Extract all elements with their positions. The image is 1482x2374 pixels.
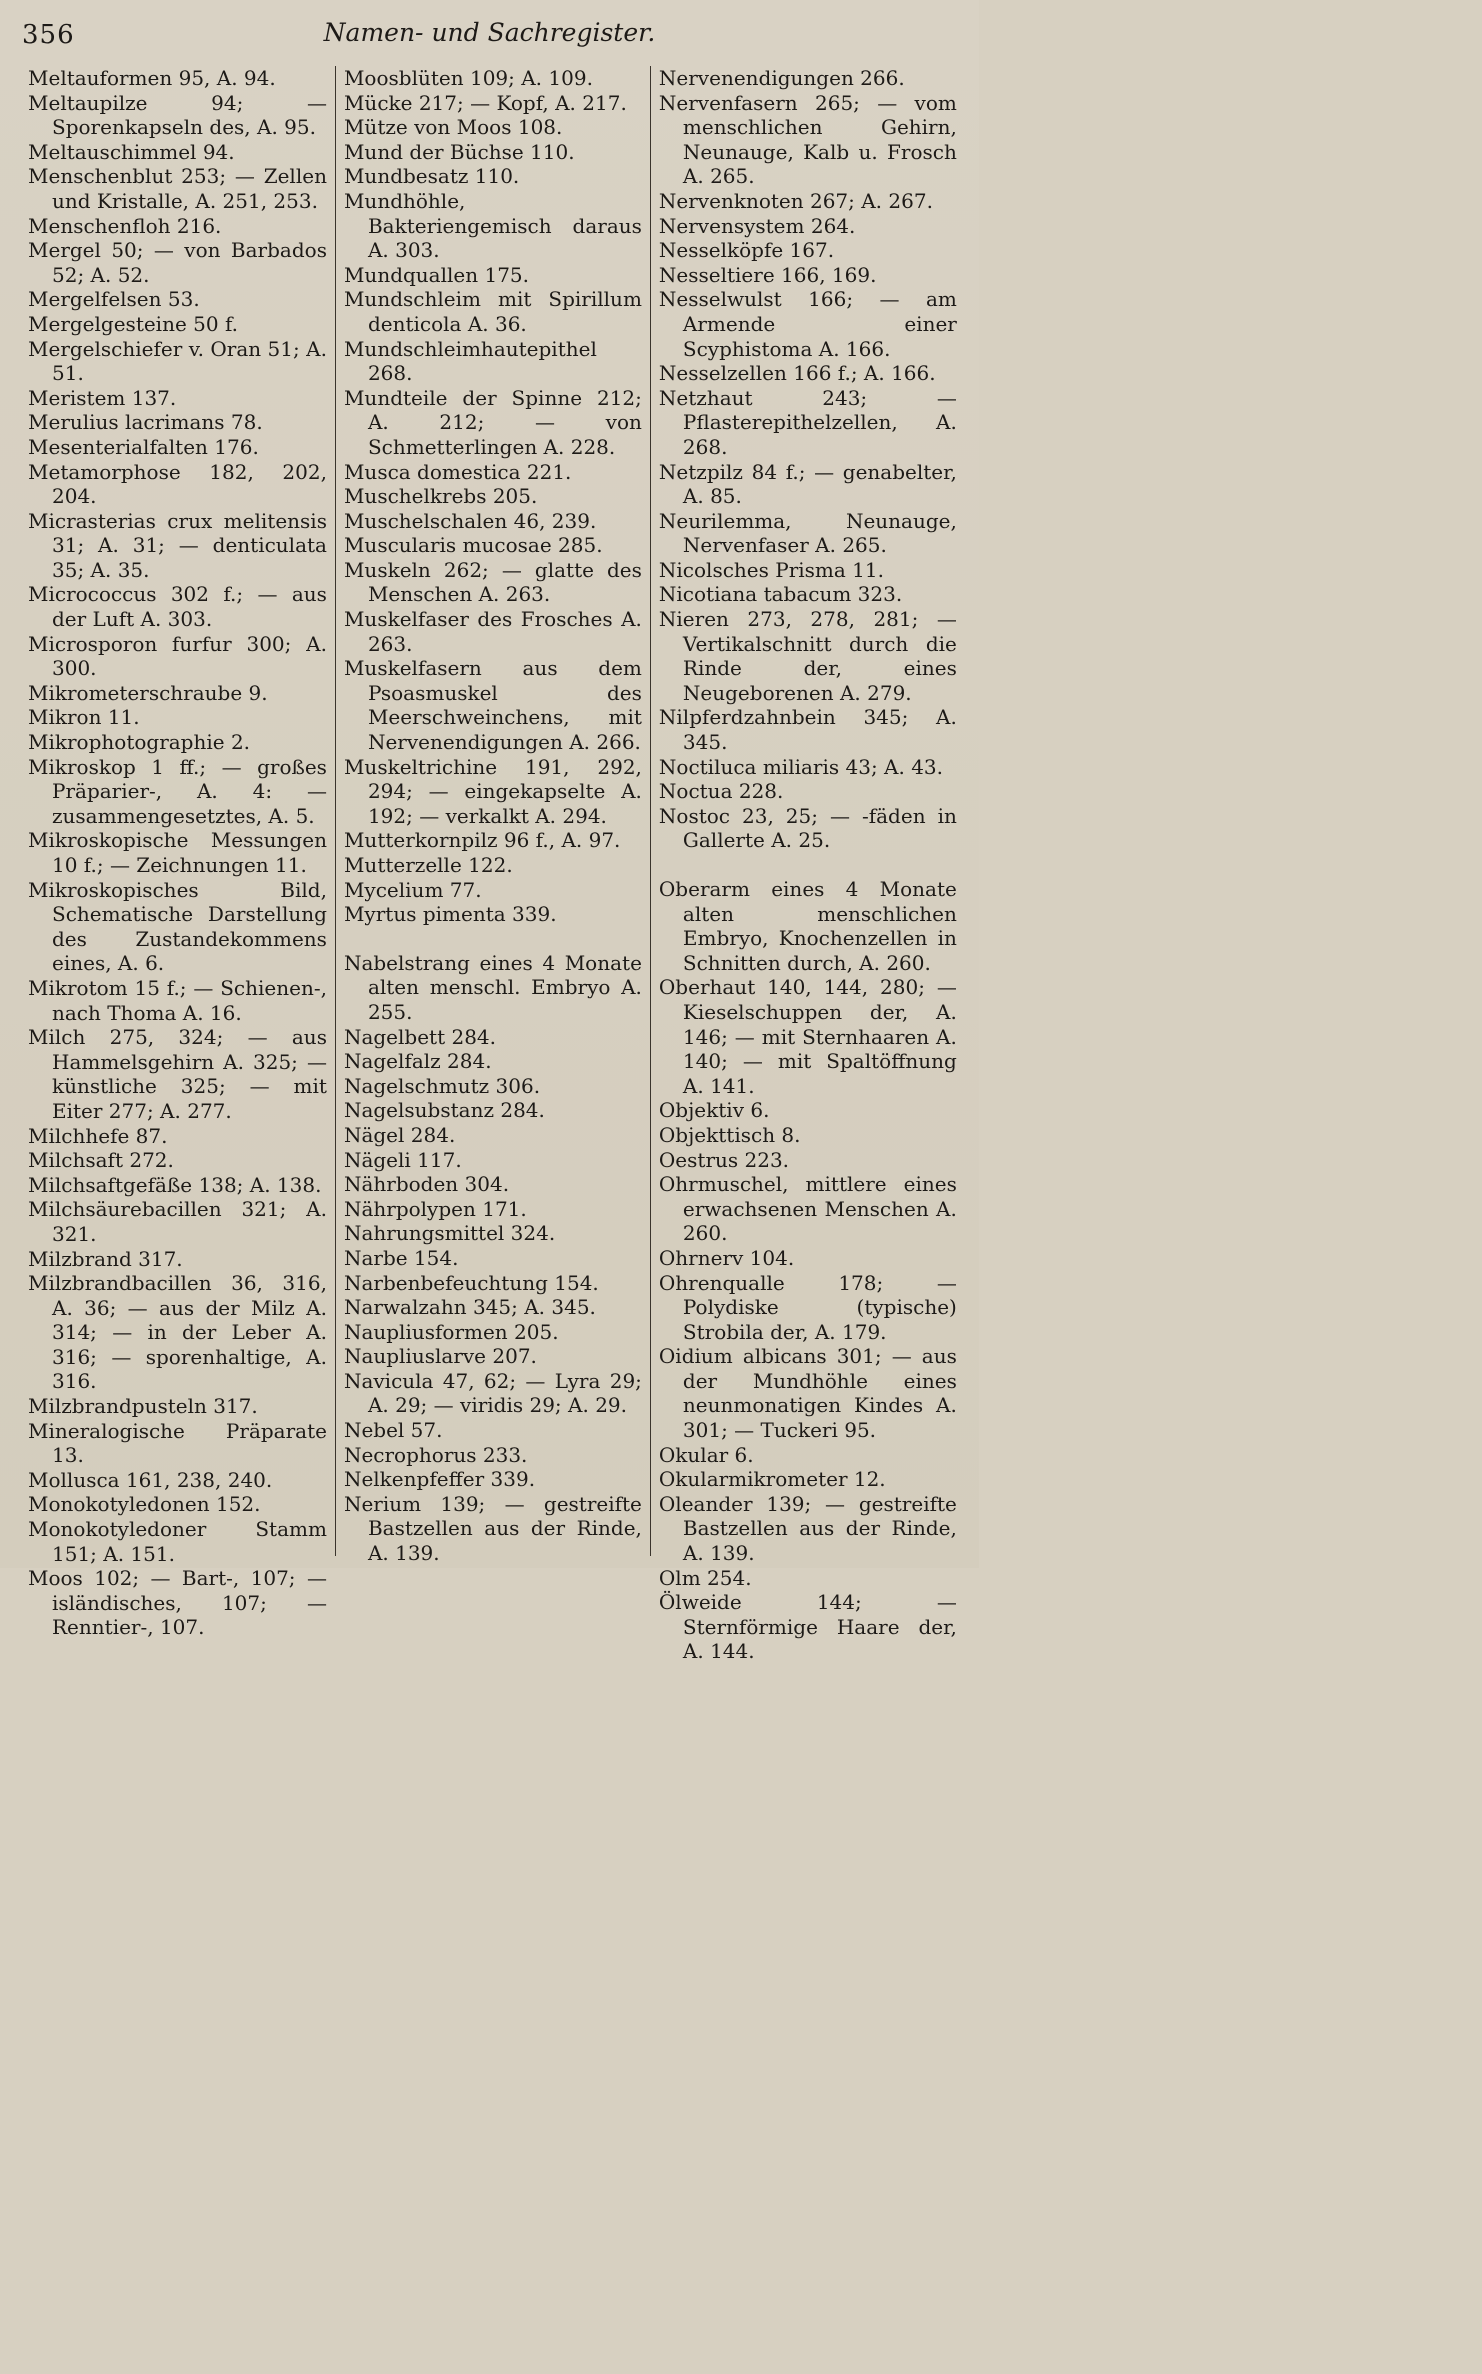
index-entry: Nicolsches Prisma 11. <box>658 557 884 582</box>
index-entry: Meltauschimmel 94. <box>28 139 235 164</box>
index-entry: Narbe 154. <box>343 1245 459 1270</box>
index-entry: Mikroskopisches Bild, Schematische Darstellung des Zustandekommens eines, A. 6. <box>28 877 327 976</box>
index-entry: Mergelfelsen 53. <box>28 287 200 312</box>
index-entry: Ohrmuschel, mittlere eines erwachsenen Menschen A. 260. <box>658 1172 957 1246</box>
index-entry: Nesselköpfe 167. <box>658 238 835 263</box>
index-entry: Olm 254. <box>658 1565 752 1590</box>
index-entry: Mikron 11. <box>28 705 140 730</box>
index-entry: Mütze von Moos 108. <box>343 115 563 140</box>
index-entry: Mikroskopische Messungen 10 f.; — Zeichnungen 11. <box>28 828 327 877</box>
index-entry: Mutterkornpilz 96 f., A. 97. <box>343 828 621 853</box>
index-entry: Mundschleim mit Spirillum denticola A. 36. <box>343 287 642 336</box>
index-entry: Naupliusformen 205. <box>343 1319 559 1344</box>
index-entry: Nesselwulst 166; — am Armende einer Scyphistoma A. 166. <box>658 287 957 361</box>
index-entry: Nägel 284. <box>343 1122 456 1147</box>
index-entry: Narwalzahn 345; A. 345. <box>343 1295 596 1320</box>
index-entry: Milchsaftgefäße 138; A. 138. <box>28 1172 322 1197</box>
index-column-right <box>650 66 965 1664</box>
index-entry: Moos 102; — Bart-, 107; — isländisches, 107; — Renntier-, 107. <box>28 1566 327 1640</box>
index-entry: Mergelschiefer v. Oran 51; A. 51. <box>28 336 327 386</box>
index-entry: Muscularis mucosae 285. <box>343 533 603 558</box>
index-entry: Nagelsubstanz 284. <box>343 1098 545 1123</box>
index-entry: Netzhaut 243; — Pflasterepithelzellen, A. 268. <box>658 385 957 459</box>
index-entry: Oleander 139; — gestreifte Bastzellen aus der Rinde, A. 139. <box>658 1491 957 1566</box>
index-entry: Moosblüten 109; A. 109. <box>343 66 593 90</box>
index-entry: Narbenbefeuchtung 154. <box>343 1270 599 1295</box>
index-entry: Oidium albicans 301; — aus der Mundhöhle eines neunmonatigen Kindes A. 301; — Tuckeri 95. <box>658 1344 957 1443</box>
index-entry: Navicula 47, 62; — Lyra 29; A. 29; — viridis 29; A. 29. <box>343 1368 642 1418</box>
index-entry: Ohrnerv 104. <box>658 1245 795 1270</box>
index-entry: Muschelschalen 46, 239. <box>343 508 597 533</box>
index-entry: Objekttisch 8. <box>658 1122 801 1147</box>
index-entry: Merulius lacrimans 78. <box>28 410 263 435</box>
index-entry: Nervenfasern 265; — vom menschlichen Gehirn, Neunauge, Kalb u. Frosch A. 265. <box>658 90 957 189</box>
index-entry: Nabelstrang eines 4 Monate alten menschl. Embryo A. 255. <box>343 950 642 1024</box>
index-entry: Menschenblut 253; — Zellen und Kristalle, A. 251, 253. <box>28 164 327 213</box>
index-entry: Ölweide 144; — Sternförmige Haare der, A. 144. <box>658 1590 957 1664</box>
index-entry: Nesselzellen 166 f.; A. 166. <box>658 361 936 386</box>
index-entry: Muskeln 262; — glatte des Menschen A. 263. <box>343 557 642 607</box>
index-entry: Muschelkrebs 205. <box>343 484 538 509</box>
index-entry: Oestrus 223. <box>658 1147 790 1172</box>
index-entry: Mergel 50; — von Barbados 52; A. 52. <box>28 238 327 287</box>
index-entry: Noctua 228. <box>658 779 784 804</box>
index-entry: Mesenterialfalten 176. <box>28 434 259 459</box>
index-entry: Mycelium 77. <box>343 877 482 902</box>
index-entry: Nostoc 23, 25; — -fäden in Gallerte A. 25. <box>658 803 957 853</box>
index-entry: Monokotyledonen 152. <box>28 1492 261 1517</box>
index-entry: Nebel 57. <box>343 1418 443 1443</box>
index-entry: Nährboden 304. <box>343 1172 510 1197</box>
index-entry: Naupliuslarve 207. <box>343 1344 537 1369</box>
index-entry: Nilpferdzahnbein 345; A. 345. <box>658 705 957 755</box>
index-entry: Nahrungsmittel 324. <box>343 1221 556 1246</box>
index-entry: Mundbesatz 110. <box>343 164 520 189</box>
index-entry: Mikrometerschraube 9. <box>28 680 268 705</box>
index-entry: Nelkenpfeffer 339. <box>343 1467 536 1492</box>
index-entry: Milch 275, 324; — aus Hammelsgehirn A. 325; — künstliche 325; — mit Eiter 277; A. 277. <box>28 1025 327 1123</box>
index-entry: Mergelgesteine 50 f. <box>28 311 239 336</box>
index-entry: Mikrophotographie 2. <box>28 730 251 755</box>
index-entry: Microsporon furfur 300; A. 300. <box>28 631 327 681</box>
index-entry: Mikrotom 15 f.; — Schienen-, nach Thoma A. 16. <box>28 975 327 1025</box>
index-entry: Mücke 217; — Kopf, A. 217. <box>343 90 627 115</box>
index-entry: Nieren 273, 278, 281; — Vertikalschnitt durch die Rinde der, eines Neugeborenen A. 279. <box>658 607 957 705</box>
index-entry: Milzbrandbacillen 36, 316, A. 36; — aus der Milz A. 314; — in der Leber A. 316; — sporenhaltige, A. 316. <box>28 1271 327 1394</box>
index-entry: Milzbrand 317. <box>28 1246 183 1271</box>
section-gap <box>344 927 642 951</box>
index-entry: Muskelfaser des Frosches A. 263. <box>343 607 642 656</box>
index-entry: Nagelfalz 284. <box>343 1049 492 1074</box>
index-entry: Nagelbett 284. <box>343 1024 497 1049</box>
index-entry: Objektiv 6. <box>658 1098 770 1123</box>
section-gap <box>659 853 957 877</box>
index-entry: Mundschleimhautepithel 268. <box>343 336 597 386</box>
index-entry: Nervensystem 264. <box>658 213 856 238</box>
index-entry: Micrococcus 302 f.; — aus der Luft A. 303. <box>28 582 327 632</box>
index-entry: Mundteile der Spinne 212; A. 212; — von Schmetterlingen A. 228. <box>343 385 642 459</box>
index-entry: Mollusca 161, 238, 240. <box>28 1467 273 1492</box>
index-entry: Nervenknoten 267; A. 267. <box>658 188 933 213</box>
index-entry: Mikroskop 1 ff.; — großes Präparier-, A. 4: — zusammengesetztes, A. 5. <box>28 754 327 828</box>
index-entry: Muskeltrichine 191, 292, 294; — eingekapselte A. 192; — verkalkt A. 294. <box>343 754 642 828</box>
index-entry: Meltaupilze 94; — Sporenkapseln des, A. 95. <box>28 90 327 140</box>
index-entry: Noctiluca miliaris 43; A. 43. <box>658 754 944 779</box>
index-entry: Mund der Büchse 110. <box>343 139 575 164</box>
index-entry: Nervenendigungen 266. <box>658 66 905 90</box>
page-header <box>22 14 957 54</box>
index-entry: Mundquallen 175. <box>343 262 530 287</box>
page-number: 356 <box>22 20 75 50</box>
index-entry: Meltauformen 95, A. 94. <box>28 66 276 90</box>
index-entry: Milchsäurebacillen 321; A. 321. <box>28 1197 327 1246</box>
index-entry: Nerium 139; — gestreifte Bastzellen aus der Rinde, A. 139. <box>343 1491 642 1566</box>
index-column-middle <box>335 66 650 1566</box>
index-entry: Monokotyledoner Stamm 151; A. 151. <box>28 1517 327 1566</box>
book-page <box>0 0 979 1664</box>
index-entry: Muskelfasern aus dem Psoasmuskel des Meerschweinchens, mit Nervenendigungen A. 266. <box>343 656 642 755</box>
index-entry: Micrasterias crux melitensis 31; A. 31; — denticulata 35; A. 35. <box>28 508 327 582</box>
index-entry: Okularmikrometer 12. <box>658 1467 886 1492</box>
index-entry: Mineralogische Präparate 13. <box>28 1418 327 1468</box>
index-entry: Myrtus pimenta 339. <box>343 902 557 927</box>
index-entry: Oberhaut 140, 144, 280; — Kieselschuppen der, A. 146; — mit Sternhaaren A. 140; — mit Spaltöffnung A. 141. <box>658 975 957 1098</box>
index-entry: Nicotiana tabacum 323. <box>658 582 903 607</box>
index-entry: Milchhefe 87. <box>28 1123 168 1148</box>
index-entry: Nährpolypen 171. <box>343 1196 527 1221</box>
index-column-left <box>20 66 335 1640</box>
index-entry: Mutterzelle 122. <box>343 853 513 877</box>
index-entry: Netzpilz 84 f.; — genabelter, A. 85. <box>658 459 957 509</box>
index-entry: Nesseltiere 166, 169. <box>658 262 877 287</box>
index-entry: Necrophorus 233. <box>343 1442 528 1467</box>
index-entry: Neurilemma, Neunauge, Nervenfaser A. 265. <box>658 508 957 558</box>
index-entry: Nägeli 117. <box>343 1147 462 1172</box>
index-entry: Menschenfloh 216. <box>28 213 222 238</box>
index-entry: Okular 6. <box>658 1442 754 1467</box>
index-entry: Musca domestica 221. <box>343 459 572 484</box>
page-title: Namen- und Sachregister. <box>323 18 656 47</box>
index-entry: Ohrenqualle 178; — Polydiske (typische) Strobila der, A. 179. <box>658 1270 957 1344</box>
index-entry: Nagelschmutz 306. <box>343 1073 541 1098</box>
index-entry: Mundhöhle, Bakteriengemisch daraus A. 303. <box>343 188 642 263</box>
index-entry: Metamorphose 182, 202, 204. <box>28 459 327 509</box>
index-columns <box>20 66 965 1664</box>
index-entry: Oberarm eines 4 Monate alten menschlichen Embryo, Knochenzellen in Schnitten durch, A. 260. <box>658 877 957 975</box>
index-entry: Meristem 137. <box>28 385 177 410</box>
index-entry: Milzbrandpusteln 317. <box>28 1394 258 1419</box>
index-entry: Milchsaft 272. <box>28 1148 174 1173</box>
